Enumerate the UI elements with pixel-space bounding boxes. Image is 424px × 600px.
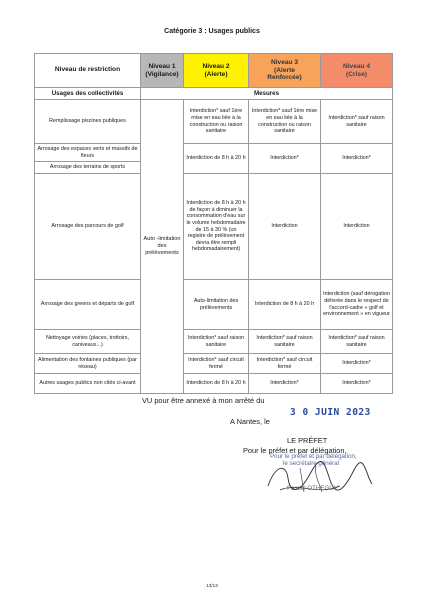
- annex-statement: VU pour être annexé à mon arrêté du: [142, 396, 265, 405]
- row-level-2: Interdiction de 8 h à 20 h: [184, 144, 249, 174]
- section-header-row: [35, 88, 393, 100]
- row-level-3: Interdiction*: [249, 144, 321, 174]
- level-1-header: Niveau 1 (Vigilance): [141, 54, 184, 88]
- level-2-header: Niveau 2 (Alerte): [184, 54, 249, 88]
- row-level-2: Auto-limitation des prélèvements: [184, 280, 249, 330]
- restriction-level-header: Niveau de restriction: [35, 54, 141, 88]
- row-level-2: Interdiction* sauf circuit fermé: [184, 354, 249, 374]
- page-number: 13/13: [206, 583, 218, 588]
- level-3-header: Niveau 3 (Alerte Renforcée): [249, 54, 321, 88]
- table-row: [35, 374, 393, 394]
- row-level-4: Interdiction (sauf dérogation délivrée dans le respect de l'accord-cadre « golf et environnement » en vigueur: [321, 280, 393, 330]
- table-row: [35, 100, 393, 144]
- row-level-2: Interdiction de 8 h à 20 h: [184, 374, 249, 394]
- row-level-4: Interdiction* sauf raison sanitaire: [321, 100, 393, 144]
- row-label: Nettoyage voiries (places, trottoirs, caniveaux...): [35, 330, 141, 354]
- row-level-4: Interdiction*: [321, 354, 393, 374]
- delegation-line: Pour le préfet et par délégation,: [243, 446, 347, 455]
- row-level-4: Interdiction*: [321, 374, 393, 394]
- table-row: [35, 144, 393, 174]
- row-level-4: Interdiction* sauf raison sanitaire: [321, 330, 393, 354]
- row-level-3: Interdiction* sauf 1ère mise en eau liée à la construction ou raison sanitaire: [249, 100, 321, 144]
- row-label-group: [35, 144, 141, 174]
- row-level-4: Interdiction*: [321, 144, 393, 174]
- row-label: Autres usages publics non cités ci-avant: [35, 374, 141, 394]
- row-level-3: Interdiction*: [249, 374, 321, 394]
- row-label: Arrosage des parcours de golf: [35, 174, 141, 280]
- row-label: Remplissage piscines publiques: [35, 100, 141, 144]
- row-level-4: Interdiction: [321, 174, 393, 280]
- table-row: [35, 280, 393, 330]
- signatory-title: LE PRÉFET: [287, 436, 328, 445]
- row-level-2: Interdiction de 8 h à 20 h de façon à diminuer la consommation d'eau sur le volume hebdomadaire de 15 à 30 % (un registre de prélèvement devra être rempli hebdomadairement): [184, 174, 249, 280]
- level-1-common-measure: Auto -limitation des prélèvements: [141, 100, 184, 394]
- stamp-delegation: Pour le préfet et par délégation,: [270, 453, 357, 460]
- level-4-header: Niveau 4 (Crise): [321, 54, 393, 88]
- stamp-secretary: le secrétaire général: [283, 460, 340, 467]
- row-label: Arrosage des greens et départs de golf: [35, 280, 141, 330]
- page-title: Catégorie 3 : Usages publics: [164, 28, 260, 35]
- section-measures-label: Mesures: [141, 88, 393, 100]
- row-level-2: Interdiction* sauf raison sanitaire: [184, 330, 249, 354]
- table-row: [35, 330, 393, 354]
- row-label: Alimentation des fontaines publiques (par réseau): [35, 354, 141, 374]
- row-label-secondary: Arrosage des terrains de sports: [49, 164, 126, 171]
- row-label: Arrosage des espaces verts et massifs de fleurs: [35, 144, 140, 162]
- signature-image: [258, 456, 378, 502]
- section-usages-label: Usages des collectivités: [35, 88, 141, 100]
- place-label: A Nantes, le: [230, 417, 270, 426]
- row-level-2: Interdiction* sauf 1ère mise en eau liée à la construction ou raison sanitaire: [184, 100, 249, 144]
- table-row: [35, 174, 393, 280]
- restriction-table: [34, 53, 393, 394]
- signatory-name: Pascal OTHEGUY: [287, 485, 338, 492]
- row-level-3: Interdiction de 8 h à 20 h: [249, 280, 321, 330]
- row-level-3: Interdiction* sauf raison sanitaire: [249, 330, 321, 354]
- table-header-row: [35, 54, 393, 88]
- table-row: [35, 354, 393, 374]
- row-level-3: Interdiction* sauf circuit fermé: [249, 354, 321, 374]
- date-stamp: 3 0 JUIN 2023: [290, 407, 371, 418]
- row-level-3: Interdiction: [249, 174, 321, 280]
